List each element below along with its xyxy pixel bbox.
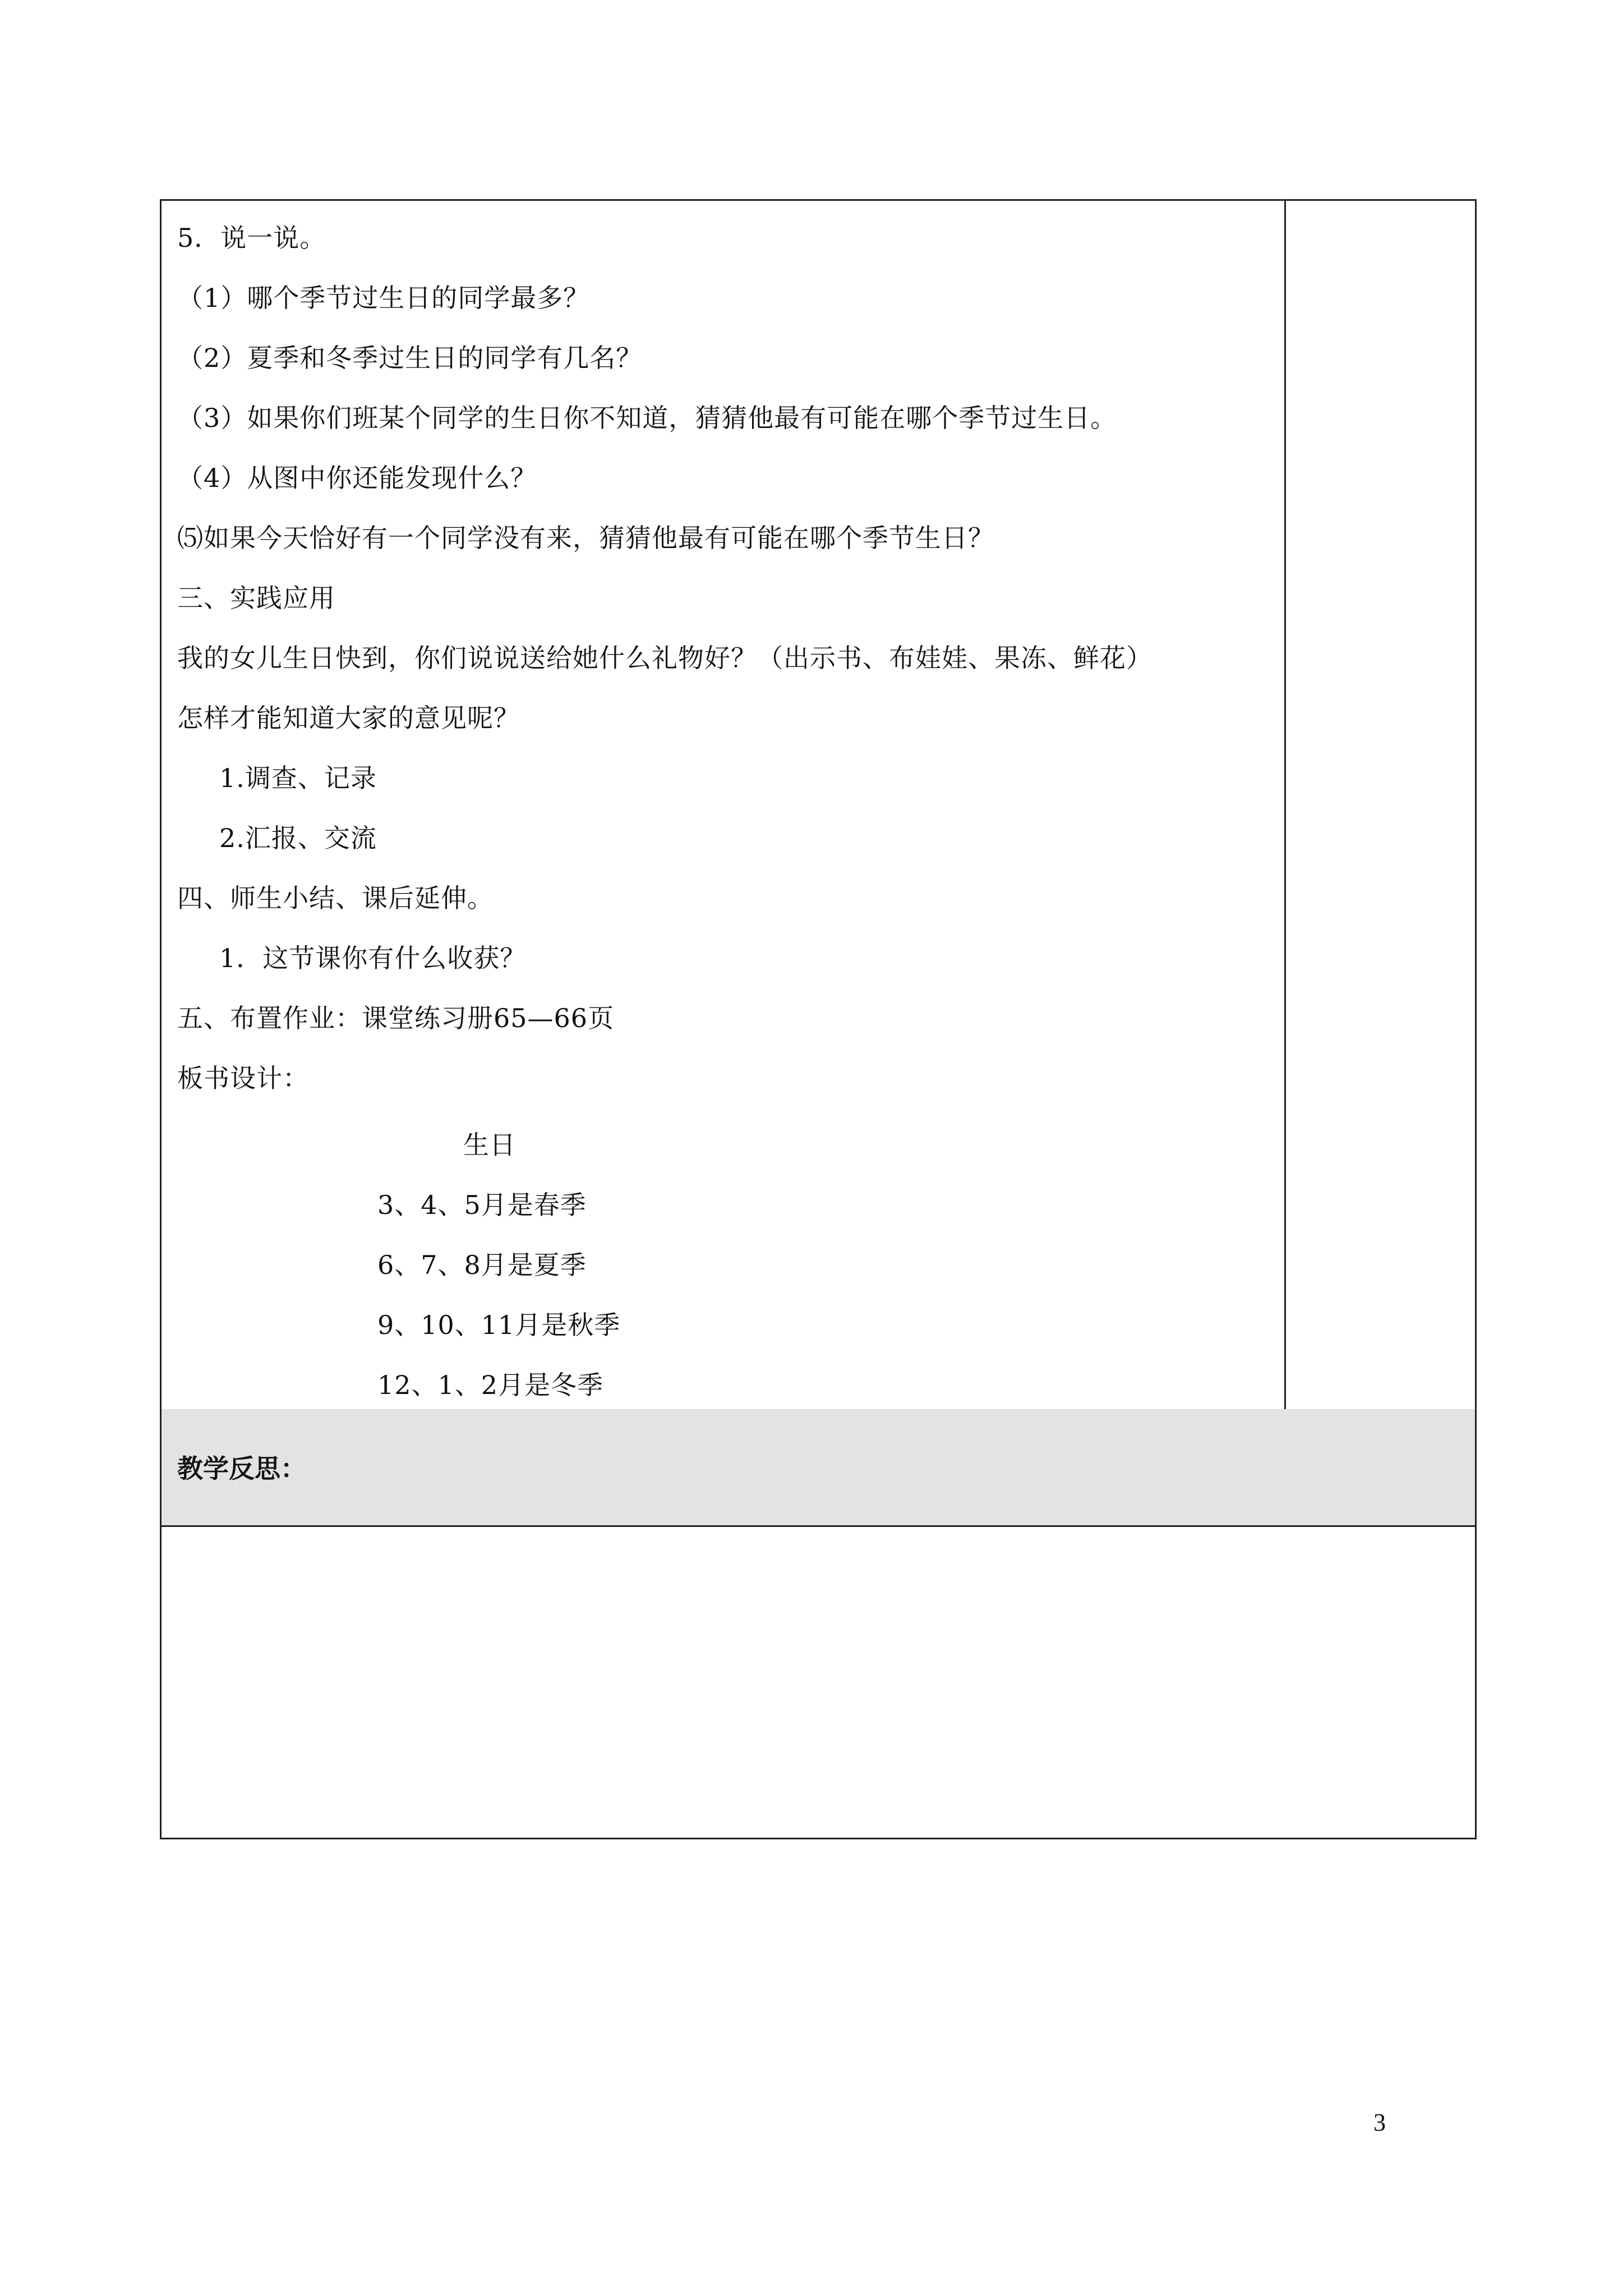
page-number: 3 xyxy=(1373,2109,1386,2136)
board-design-label: 板书设计： xyxy=(177,1063,309,1093)
section-heading-summary: 四、师生小结、课后延伸。 xyxy=(177,883,494,913)
board-row-spring: 3、4、5月是春季 xyxy=(377,1190,587,1220)
lesson-line-1: 5．说一说。 xyxy=(177,223,326,253)
lesson-line-4: （3）如果你们班某个同学的生日你不知道，猜猜他最有可能在哪个季节过生日。 xyxy=(177,403,1117,433)
lesson-line-8: 我的女儿生日快到，你们说说送给她什么礼物好？（出示书、布娃娃、果冻、鲜花） xyxy=(177,643,1152,673)
lesson-line-2: （1）哪个季节过生日的同学最多？ xyxy=(177,283,590,313)
lesson-line-10: 1.调查、记录 xyxy=(219,763,377,793)
lesson-line-9: 怎样才能知道大家的意见呢？ xyxy=(177,703,520,733)
lesson-line-6: ⑸如果今天恰好有一个同学没有来，猜猜他最有可能在哪个季节生日？ xyxy=(177,523,994,553)
board-row-autumn: 9、10、11月是秋季 xyxy=(377,1310,621,1340)
reflection-title: 教学反思： xyxy=(177,1453,306,1484)
section-heading-practice: 三、实践应用 xyxy=(177,583,335,613)
board-title: 生日 xyxy=(463,1130,516,1160)
reflection-body-cell xyxy=(160,1525,1477,1839)
lesson-line-3: （2）夏季和冬季过生日的同学有几名？ xyxy=(177,343,643,373)
board-row-winter: 12、1、2月是冬季 xyxy=(377,1370,604,1400)
lesson-line-5: （4）从图中你还能发现什么？ xyxy=(177,463,537,493)
reflection-header-cell xyxy=(160,1409,1477,1527)
notes-side-cell xyxy=(1284,199,1477,1411)
lesson-content-cell xyxy=(160,199,1286,1411)
board-row-summer: 6、7、8月是夏季 xyxy=(377,1250,587,1280)
section-heading-homework: 五、布置作业：课堂练习册65—66页 xyxy=(177,1003,615,1033)
lesson-line-11: 2.汇报、交流 xyxy=(219,823,377,853)
lesson-line-13: 1．这节课你有什么收获？ xyxy=(219,943,527,973)
